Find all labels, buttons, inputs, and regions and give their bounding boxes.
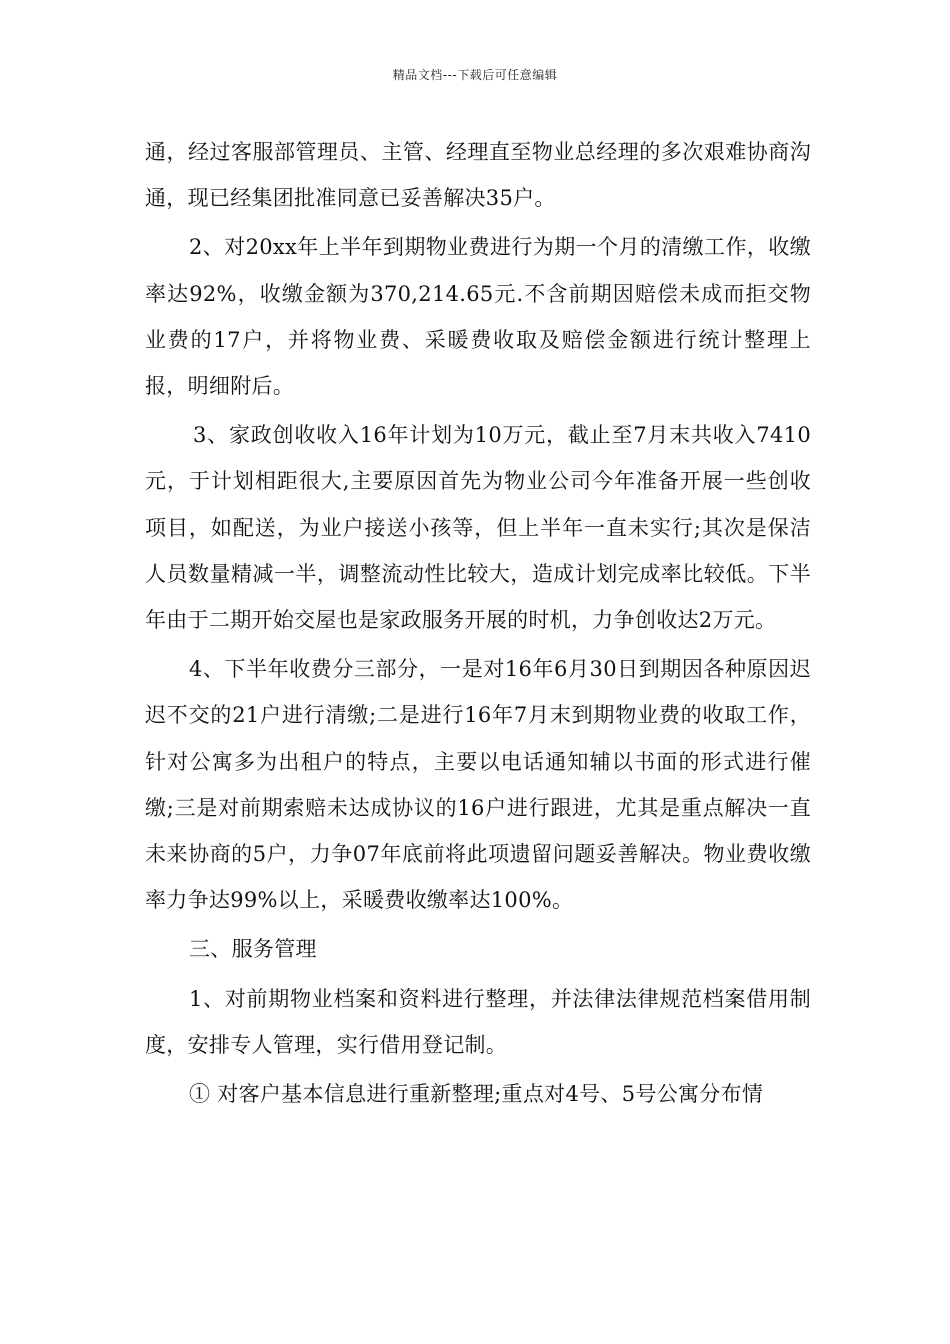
paragraph-item-3: 3、家政创收收入16年计划为10万元，截止至7月末共收入7410元，于计划相距很大,主要原因首先为物业公司今年准备开展一些创收项目，如配送，为业户接送小孩等，但上半年一直未实行;其次是保洁人员数量精减一半，调整流动性比较大，造成计划完成率比较低。下半年由于二期开始交屋也是家政服务开展的时机，力争创收达2万元。 [145, 423, 811, 633]
paragraph-item-4: 4、下半年收费分三部分，一是对16年6月30日到期因各种原因迟迟不交的21户进行清缴;二是进行16年7月末到期物业费的收取工作，针对公寓多为出租户的特点，主要以电话通知辅以书面的形式进行催缴;三是对前期索赔未达成协议的16户进行跟进，尤其是重点解决一直未来协商的5户，力争07年底前将此项遗留问题妥善解决。物业费收缴率力争达99%以上，采暖费收缴率达100%。 [145, 657, 811, 913]
paragraph-continuation: 通，经过客服部管理员、主管、经理直至物业总经理的多次艰难协商沟通，现已经集团批准同意已妥善解决35户。 [145, 140, 811, 211]
section-heading-service-management: 三、服务管理 [189, 937, 317, 962]
paragraph-subitem-1: ① 对客户基本信息进行重新整理;重点对4号、5号公寓分布情 [189, 1082, 764, 1107]
paragraph-item-2: 2、对20xx年上半年到期物业费进行为期一个月的清缴工作，收缴率达92%，收缴金额为370,214.65元.不含前期因赔偿未成而拒交物业费的17户，并将物业费、采暖费收取及赔偿金额进行统计整理上报，明细附后。 [145, 235, 811, 399]
document-body [145, 129, 811, 1117]
paragraph-service-item-1: 1、对前期物业档案和资料进行整理，并法律法律规范档案借用制度，安排专人管理，实行借用登记制。 [145, 986, 811, 1057]
page-header: 精品文档---下载后可任意编辑 [392, 68, 558, 82]
